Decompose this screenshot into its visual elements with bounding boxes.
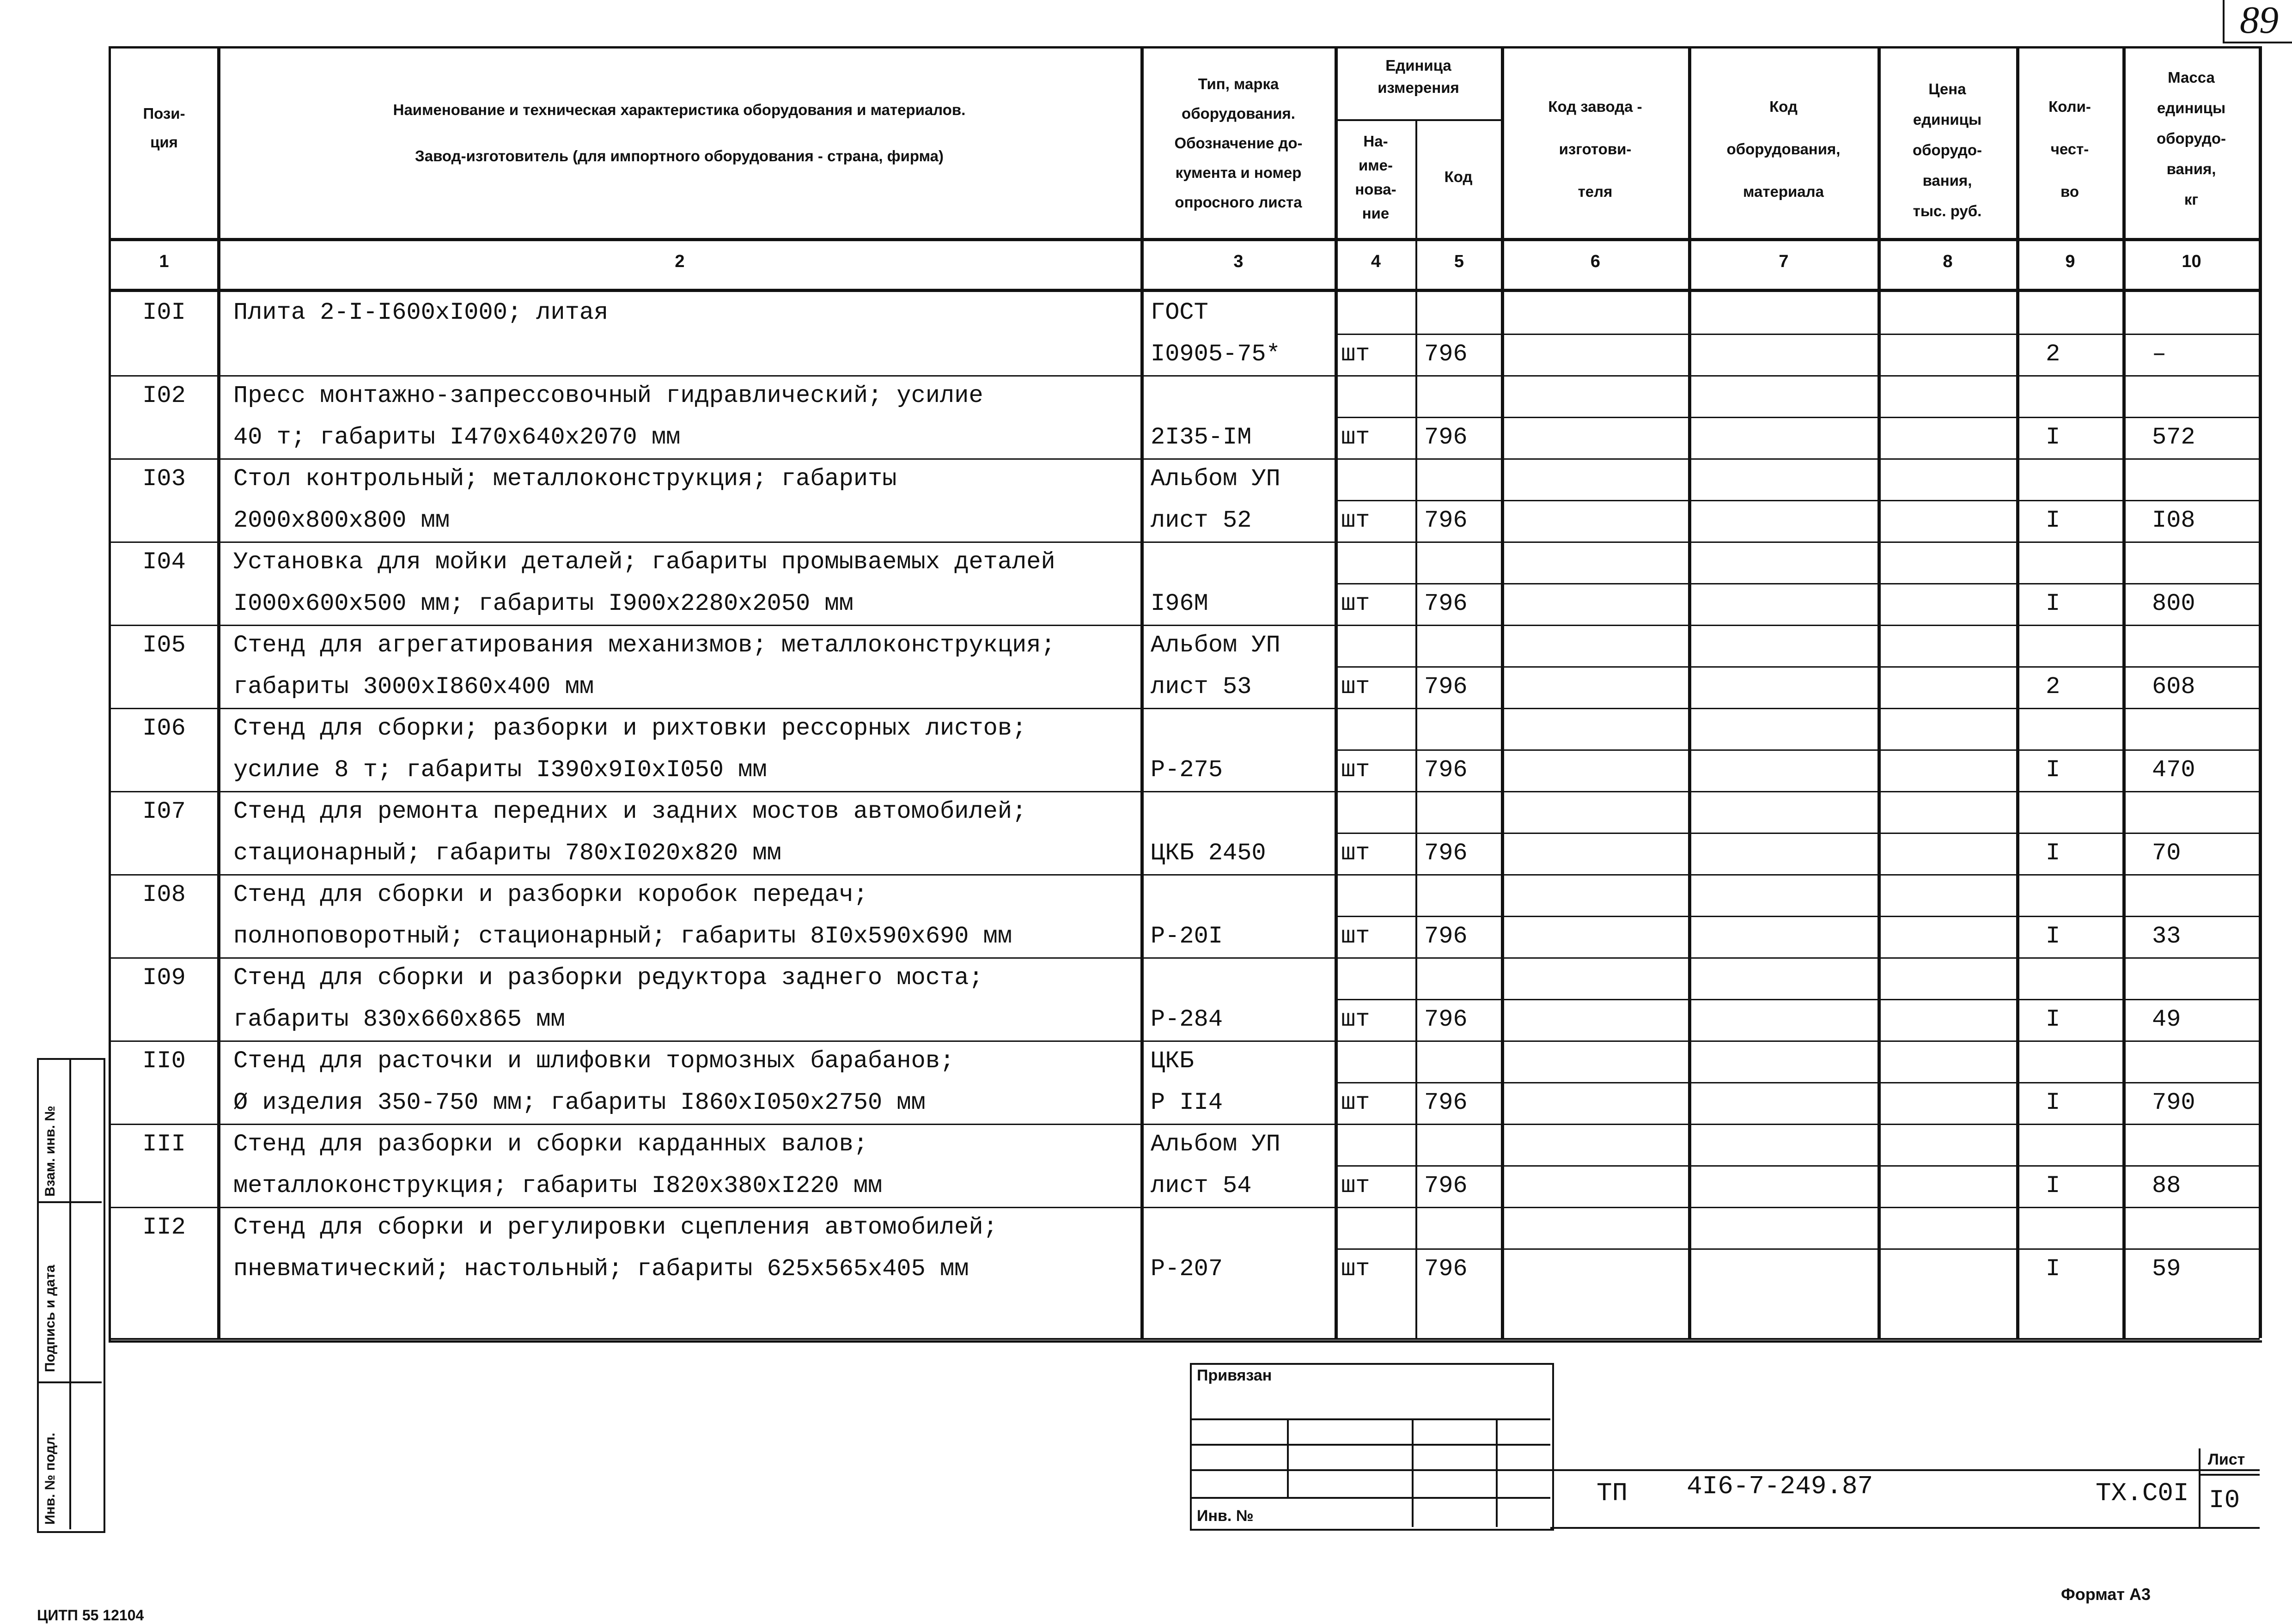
row-name-line2: габариты 830x660x865 мм [233,1006,565,1033]
row-unit: шт [1341,673,1370,700]
header-unit-group: Единица измерения [1378,57,1459,96]
row-type-line2: лист 52 [1151,507,1252,534]
row-quantity: I [2046,839,2060,867]
row-position: I0I [142,299,186,326]
row-quantity: I [2046,923,2060,950]
header-factory-code: Код завода - изготови- теля [1548,98,1642,200]
inv-no-label: Инв. № [1197,1507,1254,1525]
row-unit: шт [1341,1006,1370,1033]
row-unit-code: 796 [1424,590,1468,617]
row-quantity: I [2046,756,2060,784]
row-unit: шт [1341,756,1370,784]
row-name-line2: 2000x800x800 мм [233,507,450,534]
row-name-line2: габариты 3000xI860x400 мм [233,673,594,700]
column-number: 6 [1590,252,1601,271]
row-name-line1: Стенд для сборки и разборки редуктора заднего моста; [233,964,983,991]
row-position: I09 [142,964,186,991]
row-name-line2: стационарный; габариты 780xI020x820 мм [233,839,781,867]
row-type-line2: I96M [1151,590,1208,617]
side-label-inv-podl: Инв. № подл. [43,1432,58,1525]
row-unit: шт [1341,590,1370,617]
row-unit: шт [1341,1172,1370,1199]
column-number: 4 [1371,252,1381,271]
row-mass: 800 [2152,590,2195,617]
header-unit-code: Код [1444,168,1473,185]
row-type-line2: I0905-75* [1151,341,1280,368]
row-quantity: I [2046,1006,2060,1033]
side-label-podpis: Подпись и дата [43,1265,58,1372]
row-position: I08 [142,881,186,908]
row-position: I06 [142,715,186,742]
header-unit-name: На- име- нова- ние [1355,133,1396,222]
side-label-vzam: Взам. инв. № [43,1106,58,1197]
row-unit-code: 796 [1424,424,1468,451]
row-position: II2 [142,1214,186,1241]
row-mass: 49 [2152,1006,2181,1033]
row-name-line1: Установка для мойки деталей; габариты промываемых деталей [233,548,1055,576]
row-position: I04 [142,548,186,576]
row-type-line2: Р-284 [1151,1006,1223,1033]
row-unit: шт [1341,424,1370,451]
row-type-line2: ЦКБ 2450 [1151,839,1266,867]
header-position: Пози- ция [143,105,185,151]
row-name-line1: Стенд для сборки и разборки коробок передач; [233,881,868,908]
row-quantity: 2 [2046,673,2060,700]
column-number: 10 [2182,252,2201,271]
row-position: III [142,1131,186,1158]
column-number: 7 [1779,252,1789,271]
list-label: Лист [2208,1451,2245,1468]
row-unit-code: 796 [1424,507,1468,534]
row-name-line2: пневматический; настольный; габариты 625x565x405 мм [233,1255,969,1283]
row-name-line1: Плита 2-I-I600xI000; литая [233,299,609,326]
row-name-line1: Стенд для агрегатирования механизмов; металлоконструкция; [233,632,1055,659]
row-name-line1: Стенд для сборки; разборки и рихтовки рессорных листов; [233,715,1027,742]
format-label: Формат А3 [2061,1585,2151,1604]
row-name-line1: Пресс монтажно-запрессовочный гидравлический; усилие [233,382,983,409]
tp-label: ТП [1597,1478,1628,1508]
row-mass: 572 [2152,424,2195,451]
row-mass: I08 [2152,507,2195,534]
row-name-line1: Стол контрольный; металлоконструкция; габариты [233,465,897,493]
row-unit: шт [1341,1089,1370,1116]
row-mass: 608 [2152,673,2195,700]
row-name-line1: Стенд для расточки и шлифовки тормозных барабанов; [233,1047,955,1075]
row-type-line1: Альбом УП [1151,1131,1280,1158]
row-name-line1: Стенд для разборки и сборки карданных валов; [233,1131,868,1158]
row-quantity: 2 [2046,341,2060,368]
row-position: II0 [142,1047,186,1075]
row-quantity: I [2046,1172,2060,1199]
printer-label: ЦИТП 55 12104 [37,1607,144,1624]
row-unit: шт [1341,507,1370,534]
row-type-line2: 2I35-IM [1151,424,1252,451]
row-name-line2: усилие 8 т; габариты I390x9I0xI050 мм [233,756,767,784]
row-mass: 790 [2152,1089,2195,1116]
header-name-line1: Наименование и техническая характеристика оборудования и материалов. [393,101,966,118]
row-mass: 33 [2152,923,2181,950]
row-name-line2: I000x600x500 мм; габариты I900x2280x2050 мм [233,590,853,617]
column-number: 3 [1233,252,1244,271]
row-mass: 59 [2152,1255,2181,1283]
row-name-line2: 40 т; габариты I470x640x2070 мм [233,424,681,451]
row-name-line2: металлоконструкция; габариты I820x380xI220 мм [233,1172,883,1199]
row-type-line2: лист 53 [1151,673,1252,700]
row-position: I07 [142,798,186,825]
list-number: I0 [2209,1485,2240,1515]
row-quantity: I [2046,1089,2060,1116]
row-position: I02 [142,382,186,409]
header-price: Цена единицы оборудо- вания, тыс. руб. [1912,80,1982,219]
header-name-line2: Завод-изготовитель (для импортного оборудования - страна, фирма) [415,147,944,164]
row-type-line2: Р-20I [1151,923,1223,950]
column-number: 8 [1943,252,1953,271]
row-mass: – [2152,341,2167,368]
row-type-line2: Р-275 [1151,756,1223,784]
row-position: I05 [142,632,186,659]
column-number: 9 [2065,252,2075,271]
header-mass: Масса единицы оборудо- вания, кг [2156,69,2226,208]
row-unit: шт [1341,923,1370,950]
row-name-line2: Ø изделия 350-750 мм; габариты I860xI050x2750 мм [233,1089,926,1116]
row-type-line2: Р-207 [1151,1255,1223,1283]
sheet-code: ТХ.С0I [2096,1478,2189,1508]
row-unit-code: 796 [1424,756,1468,784]
header-quantity: Коли- чест- во [2048,98,2091,200]
header-type: Тип, марка оборудования. Обозначение до- кумента и номер опросного листа [1174,75,1303,211]
row-type-line2: Р II4 [1151,1089,1223,1116]
binding-stamp [1190,1363,1554,1531]
row-quantity: I [2046,507,2060,534]
column-number: 2 [675,252,685,271]
row-unit-code: 796 [1424,1089,1468,1116]
row-type-line1: ГОСТ [1151,299,1208,326]
page-number: 89 [2223,0,2292,43]
privyazan-label: Привязан [1197,1367,1272,1384]
row-type-line2: лист 54 [1151,1172,1252,1199]
row-position: I03 [142,465,186,493]
row-unit: шт [1341,341,1370,368]
row-unit-code: 796 [1424,839,1468,867]
row-type-line1: Альбом УП [1151,632,1280,659]
row-unit-code: 796 [1424,1172,1468,1199]
row-unit: шт [1341,1255,1370,1283]
row-unit: шт [1341,839,1370,867]
row-name-line1: Стенд для ремонта передних и задних мостов автомобилей; [233,798,1027,825]
row-unit-code: 796 [1424,1006,1468,1033]
row-type-line1: Альбом УП [1151,465,1280,493]
row-mass: 470 [2152,756,2195,784]
row-quantity: I [2046,424,2060,451]
row-unit-code: 796 [1424,923,1468,950]
row-name-line1: Стенд для сборки и регулировки сцепления автомобилей; [233,1214,998,1241]
document-code: 4I6-7-249.87 [1687,1472,1873,1501]
column-number: 5 [1454,252,1464,271]
row-quantity: I [2046,590,2060,617]
row-unit-code: 796 [1424,341,1468,368]
row-quantity: I [2046,1255,2060,1283]
row-mass: 70 [2152,839,2181,867]
row-name-line2: полноповоротный; стационарный; габариты 8I0x590x690 мм [233,923,1012,950]
row-unit-code: 796 [1424,1255,1468,1283]
row-type-line1: ЦКБ [1151,1047,1194,1075]
header-equipment-code: Код оборудования, материала [1726,98,1841,200]
column-number: 1 [159,252,169,271]
row-mass: 88 [2152,1172,2181,1199]
row-unit-code: 796 [1424,673,1468,700]
